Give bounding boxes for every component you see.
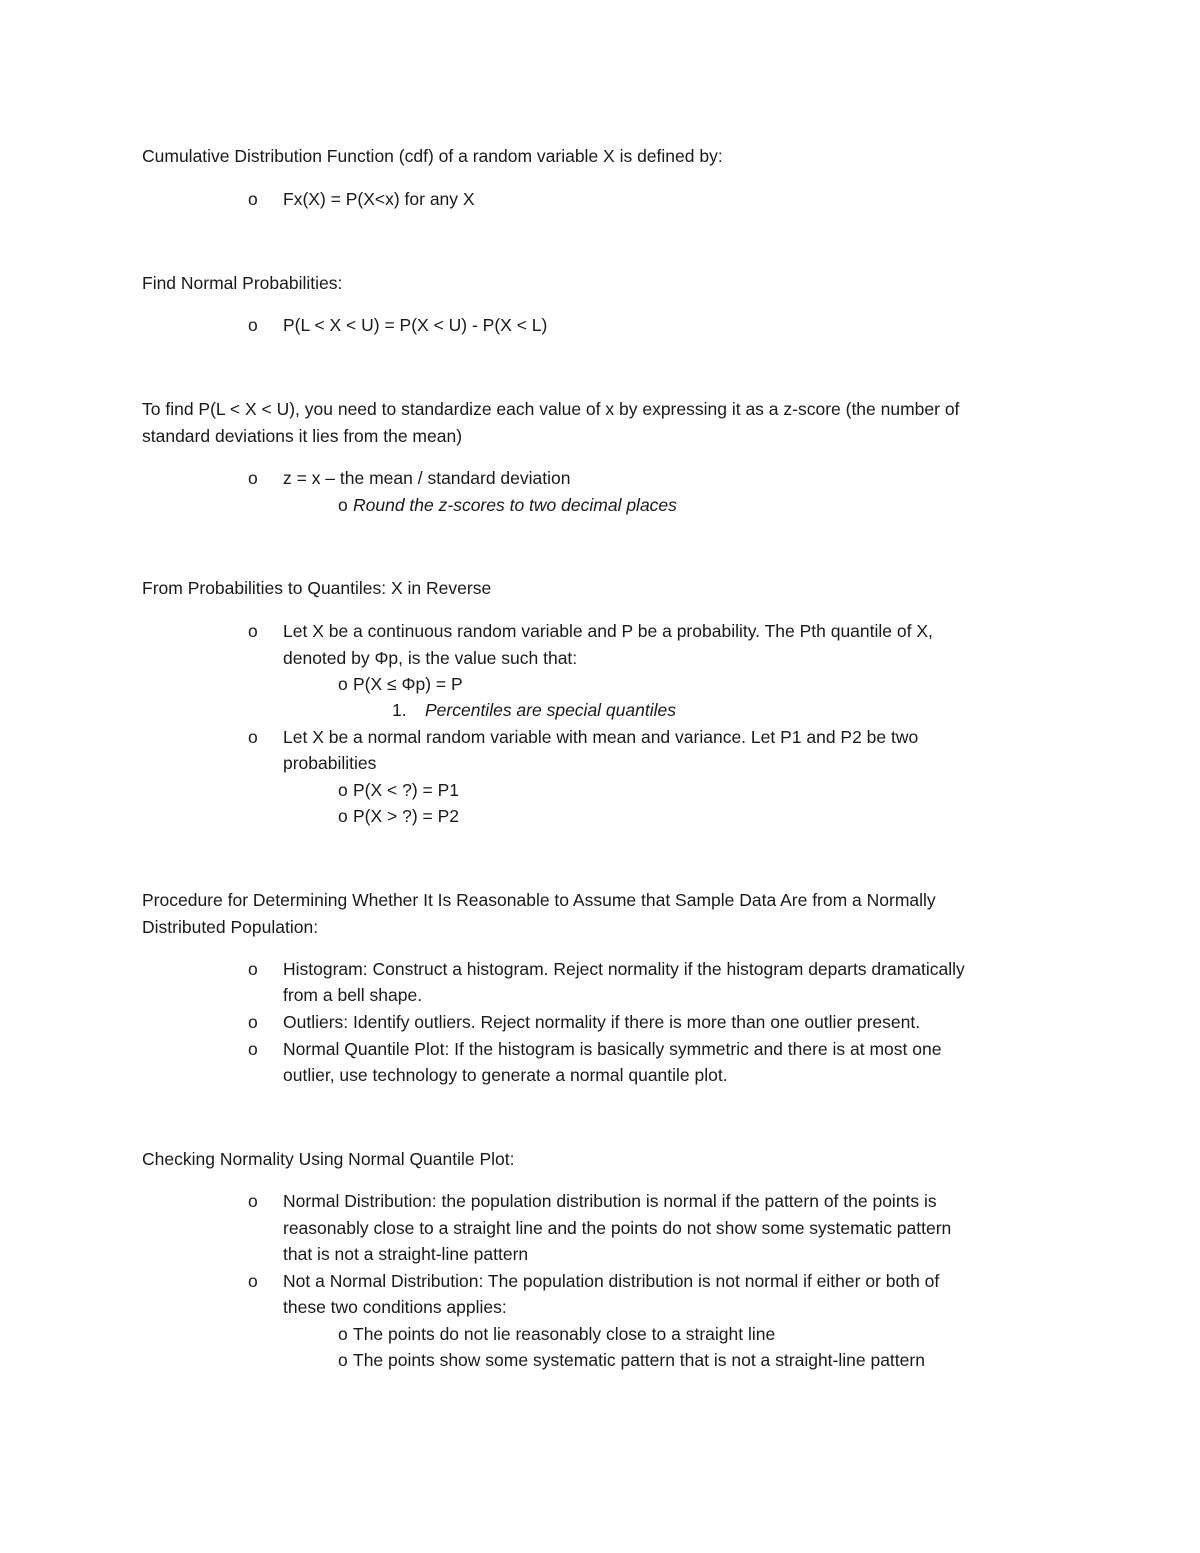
sub-bullet-text: Round the z-scores to two decimal places xyxy=(353,495,677,515)
bullet-text: probabilities xyxy=(283,753,377,773)
bullet-marker: o xyxy=(248,621,258,641)
sub-bullet-marker: o xyxy=(338,674,348,694)
section-heading: Checking Normality Using Normal Quantile Plot: xyxy=(142,1149,515,1169)
bullet-marker: o xyxy=(248,315,258,335)
bullet-text: Outliers: Identify outliers. Reject normality if there is more than one outlier present. xyxy=(283,1012,921,1032)
section-heading: Find Normal Probabilities: xyxy=(142,273,343,293)
numbered-marker: 1. xyxy=(392,700,407,720)
bullet-marker: o xyxy=(248,959,258,979)
bullet-marker: o xyxy=(248,1012,258,1032)
bullet-text: Normal Distribution: the population distribution is normal if the pattern of the points is xyxy=(283,1191,937,1211)
bullet-text: reasonably close to a straight line and the points do not show some systematic pattern xyxy=(283,1218,952,1238)
sub-bullet-text: The points do not lie reasonably close to a straight line xyxy=(353,1324,776,1344)
sub-bullet-text: P(X > ?) = P2 xyxy=(353,806,460,826)
bullet-text: these two conditions applies: xyxy=(283,1297,507,1317)
numbered-text: Percentiles are special quantiles xyxy=(425,700,676,720)
sub-bullet-text: P(X ≤ Φp) = P xyxy=(353,674,463,694)
bullet-text: that is not a straight-line pattern xyxy=(283,1244,529,1264)
section-heading: Distributed Population: xyxy=(142,917,319,937)
sub-bullet-text: P(X < ?) = P1 xyxy=(353,780,460,800)
section-heading: Procedure for Determining Whether It Is Reasonable to Assume that Sample Data Are from a Normally xyxy=(142,890,936,910)
sub-bullet-marker: o xyxy=(338,1350,348,1370)
bullet-text: Not a Normal Distribution: The population distribution is not normal if either or both of xyxy=(283,1271,940,1291)
bullet-text: Histogram: Construct a histogram. Reject normality if the histogram departs dramatically xyxy=(283,959,965,979)
bullet-text: Normal Quantile Plot: If the histogram is basically symmetric and there is at most one xyxy=(283,1039,942,1059)
bullet-text: Let X be a normal random variable with mean and variance. Let P1 and P2 be two xyxy=(283,727,919,747)
section-heading: From Probabilities to Quantiles: X in Reverse xyxy=(142,578,492,598)
bullet-text: outlier, use technology to generate a normal quantile plot. xyxy=(283,1065,728,1085)
bullet-marker: o xyxy=(248,1191,258,1211)
bullet-marker: o xyxy=(248,468,258,488)
bullet-marker: o xyxy=(248,1271,258,1291)
sub-bullet-marker: o xyxy=(338,806,348,826)
bullet-marker: o xyxy=(248,189,258,209)
section-heading: To find P(L < X < U), you need to standardize each value of x by expressing it as a z-score (the number of xyxy=(142,399,960,419)
section-heading: Cumulative Distribution Function (cdf) of a random variable X is defined by: xyxy=(142,146,723,166)
bullet-text: z = x – the mean / standard deviation xyxy=(283,468,571,488)
bullet-marker: o xyxy=(248,727,258,747)
bullet-text: Let X be a continuous random variable and P be a probability. The Pth quantile of X, xyxy=(283,621,933,641)
bullet-text: denoted by Φp, is the value such that: xyxy=(283,648,578,668)
bullet-marker: o xyxy=(248,1039,258,1059)
sub-bullet-marker: o xyxy=(338,495,348,515)
bullet-text: P(L < X < U) = P(X < U) - P(X < L) xyxy=(283,315,548,335)
section-heading: standard deviations it lies from the mean) xyxy=(142,426,463,446)
sub-bullet-marker: o xyxy=(338,1324,348,1344)
sub-bullet-marker: o xyxy=(338,780,348,800)
sub-bullet-text: The points show some systematic pattern that is not a straight-line pattern xyxy=(353,1350,925,1370)
bullet-text: Fx(X) = P(X<x) for any X xyxy=(283,189,475,209)
bullet-text: from a bell shape. xyxy=(283,985,423,1005)
